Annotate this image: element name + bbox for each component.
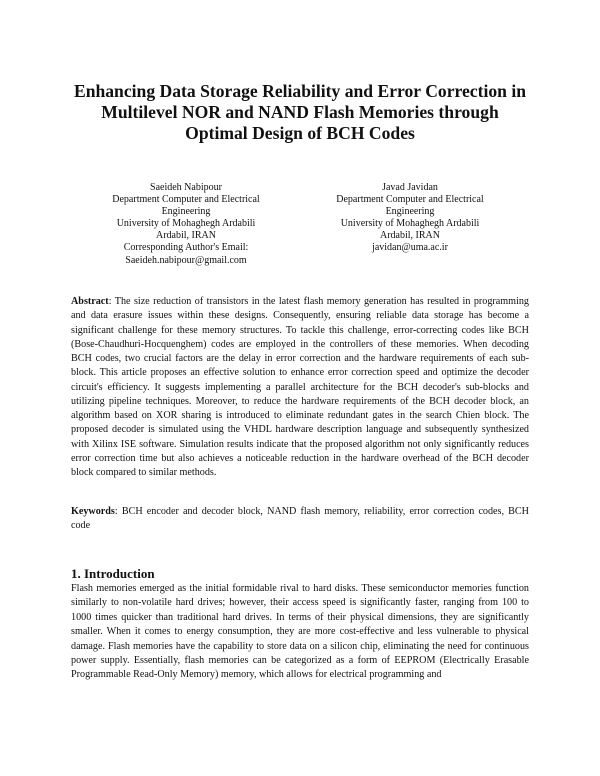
author-department-cont: Engineering xyxy=(161,206,211,218)
author-block-2 xyxy=(290,182,530,255)
section-heading-introduction: 1. Introduction xyxy=(71,566,155,581)
author-block-1 xyxy=(66,182,306,267)
author-location: Ardabil, IRAN xyxy=(156,230,216,242)
title-line: Enhancing Data Storage Reliability and Error Correction in xyxy=(73,81,527,101)
author-department-cont: Engineering xyxy=(385,206,435,218)
author-department: Department Computer and Electrical xyxy=(336,194,484,206)
title-line: Multilevel NOR and NAND Flash Memories through xyxy=(101,102,499,122)
title-line: Optimal Design of BCH Codes xyxy=(185,123,415,143)
author-department: Department Computer and Electrical xyxy=(112,194,260,206)
abstract-label: Abstract xyxy=(71,296,109,307)
abstract xyxy=(71,295,529,480)
author-university: University of Mohaghegh Ardabili xyxy=(116,218,256,230)
author-name: Javad Javidan xyxy=(382,182,438,193)
paper-title xyxy=(40,81,560,144)
author-email: Saeideh.nabipour@gmail.com xyxy=(125,254,247,266)
introduction-text: Flash memories emerged as the initial formidable rival to hard disks. These semiconductor memories function similarly to non-volatile hard drives; however, their access speed is significantly faster, ranging from 100 to 1000 times quicker than traditional hard drives. In terms of their physical dimensions, they are significantly smaller. When it comes to energy consumption, they are more cost-effective and less vulnerable to physical damage. Flash memories have the capability to store data on a silicon chip, eliminating the need for continuous power supply. Essentially, flash memories can be categorized as a form of EEPROM (Electrically Erasable Programmable Read-Only Memory) memory, which allows for electrical programming and xyxy=(71,583,529,681)
abstract-text: : The size reduction of transistors in the latest flash memory generation has resulted in programming and data erasure issues within these designs. Consequently, ensuring reliable data storage has become a significant challenge for these memory structures. To tackle this challenge, error-correcting codes like BCH (Bose-Chaudhuri-Hocquenghem) codes are employed in the controllers of these memories. When decoding BCH codes, two crucial factors are the delay in error correction and the hardware requirements of each sub-block. This article proposes an effective solution to enhance error correction speed and optimize the decoder circuit's efficiency. It suggests implementing a parallel architecture for the BCH decoder's sub-blocks and utilizing pipeline techniques. Moreover, to reduce the hardware requirements of the BCH decoder block, an algorithm based on XOR sharing is introduced to eliminate redundant gates in the search Chien block. The proposed decoder is simulated using the VHDL hardware description language and subsequently synthesized with Xilinx ISE software. Simulation results indicate that the proposed algorithm not only significantly reduces error correction time but also achieves a noticeable reduction in the hardware overhead of the BCH decoder block compared to similar methods. xyxy=(71,296,529,478)
author-name: Saeideh Nabipour xyxy=(150,182,222,193)
corresponding-label: Corresponding Author's Email: xyxy=(123,242,249,254)
author-university: University of Mohaghegh Ardabili xyxy=(340,218,480,230)
keywords-text: : BCH encoder and decoder block, NAND flash memory, reliability, error correction codes, BCH code xyxy=(71,506,529,532)
author-location: Ardabil, IRAN xyxy=(380,230,440,242)
author-email: javidan@uma.ac.ir xyxy=(372,242,448,254)
keywords xyxy=(71,505,529,534)
keywords-label: Keywords xyxy=(71,506,115,517)
